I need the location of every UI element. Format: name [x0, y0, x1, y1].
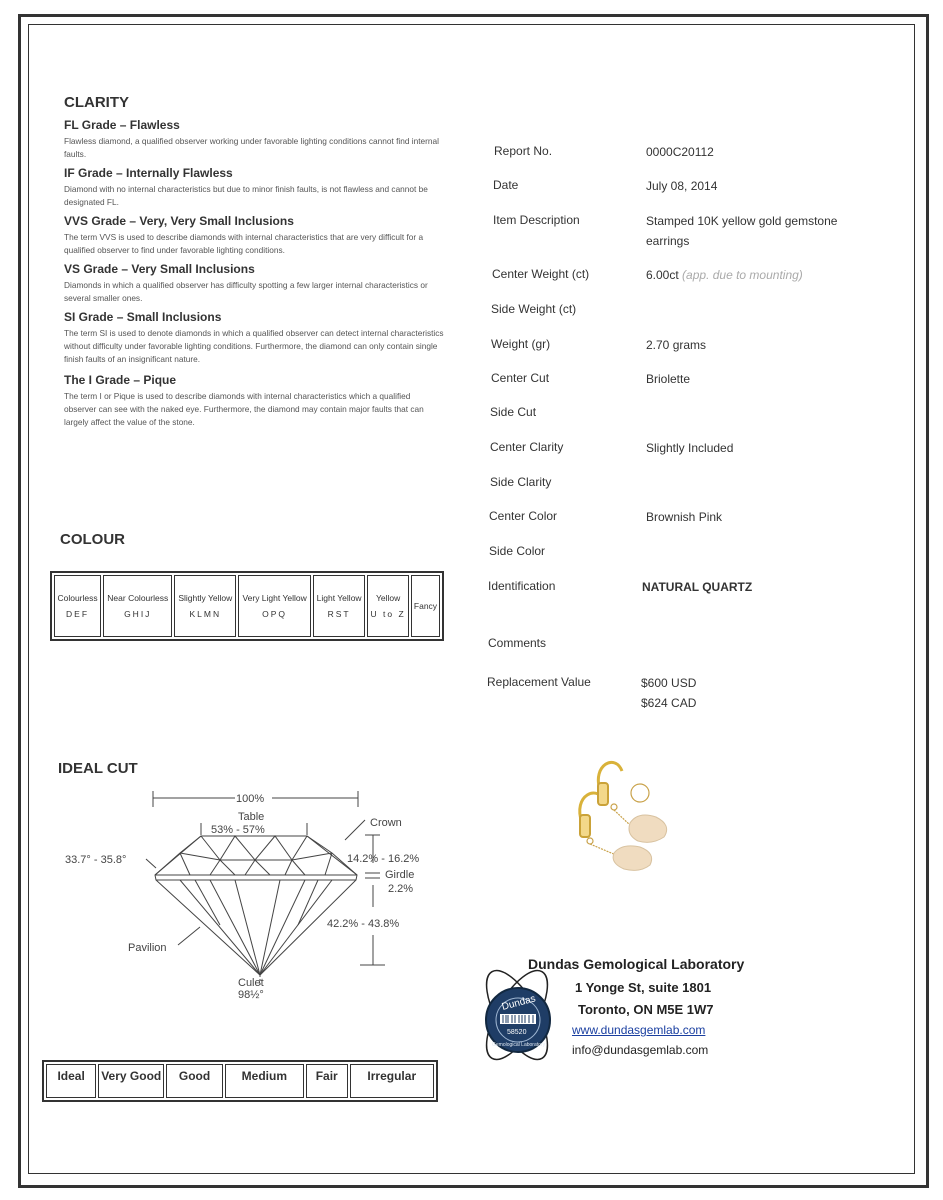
field-label-side-color: Side Color [489, 544, 546, 558]
grade-heading: IF Grade – Internally Flawless [64, 166, 233, 180]
colour-label: Colourless [57, 593, 98, 603]
table-range-label: 53% - 57% [211, 824, 265, 836]
lab-address-line2: Toronto, ON M5E 1W7 [578, 1002, 714, 1017]
grade-text: The term I or Pique is used to describe diamonds with internal characteristics which a qualified observer can see with the naked eye. Furthermore, the diamond may contain major faults that can largely affect the value of the stone. [64, 391, 424, 427]
lab-name: Dundas Gemological Laboratory [528, 956, 745, 972]
seal-number: 58520 [507, 1029, 527, 1036]
clarity-grade-if [64, 166, 444, 209]
colour-codes: GHIJ [124, 609, 152, 619]
field-label-center-weight: Center Weight (ct) [492, 267, 590, 281]
field-label-center-cut: Center Cut [491, 371, 550, 385]
colour-codes: DEF [66, 609, 90, 619]
field-value-center-color: Brownish Pink [646, 510, 723, 524]
culet-value: 98½° [238, 989, 264, 1001]
center-weight-note: (app. due to mounting) [682, 268, 803, 282]
center-weight-value: 6.00ct [646, 268, 679, 282]
field-label-weight-gr: Weight (gr) [491, 337, 551, 351]
girdle-pct-label: 2.2% [388, 883, 414, 895]
gemstone-drop [613, 846, 652, 870]
colour-cell [103, 575, 172, 637]
lab-seal-logo [470, 958, 565, 1073]
ideal-cut-title: IDEAL CUT [58, 760, 138, 777]
grade-text: The term VVS is used to describe diamonds with internal characteristics that are very difficult for a qualified observer to find under favorable lighting conditions. [64, 232, 424, 255]
grade-heading: FL Grade – Flawless [64, 118, 180, 132]
grade-heading: VVS Grade – Very, Very Small Inclusions [64, 214, 294, 228]
colour-cell [367, 575, 409, 637]
colour-cell [238, 575, 311, 637]
earrings-photo [560, 745, 710, 880]
cut-grade-cell: Good [166, 1064, 223, 1098]
colour-label: Very Light Yellow [242, 593, 307, 603]
lab-website-link[interactable]: www.dundasgemlab.com [572, 1023, 706, 1037]
grade-heading: VS Grade – Very Small Inclusions [64, 262, 255, 276]
field-value-date: July 08, 2014 [646, 179, 718, 193]
field-label-report-no: Report No. [494, 144, 553, 158]
grade-text: Diamonds in which a qualified observer has difficulty spotting a few larger internal characteristics or several smaller ones. [64, 280, 428, 303]
gemstone-drop [629, 815, 667, 842]
field-value-replacement-cad: $624 CAD [641, 696, 697, 710]
culet-label: Culet [238, 977, 264, 989]
cut-grade-cell: Ideal [46, 1064, 96, 1098]
seal-ring-text: Gemological Laboratory [492, 1042, 546, 1048]
cut-grade-cell: Irregular [350, 1064, 434, 1098]
field-value-weight-gr: 2.70 grams [646, 338, 707, 352]
colour-cell [411, 575, 440, 637]
field-label-replacement-value: Replacement Value [487, 675, 591, 689]
field-label-comments: Comments [488, 636, 547, 650]
field-label-center-color: Center Color [489, 509, 558, 523]
colour-codes: U to Z [370, 609, 406, 619]
field-value-center-cut: Briolette [646, 372, 691, 386]
field-value-item-description: Stamped 10K yellow gold gemstone earrings [646, 214, 838, 248]
colour-cell [174, 575, 236, 637]
colour-codes: OPQ [262, 609, 288, 619]
field-value-identification: NATURAL QUARTZ [642, 580, 753, 594]
clarity-grade-si [64, 310, 444, 366]
crown-angle-label: 33.7° - 35.8° [65, 854, 127, 866]
seal-text: Dundas [500, 993, 537, 1013]
table-label: Table [238, 811, 265, 823]
clarity-grade-i [64, 373, 444, 429]
grade-heading: SI Grade – Small Inclusions [64, 310, 222, 324]
colour-codes: KLMN [189, 609, 222, 619]
clarity-grade-fl [64, 118, 444, 161]
colour-label: Slightly Yellow [178, 593, 233, 603]
crown-height-label: 14.2% - 16.2% [347, 853, 420, 865]
colour-codes: RST [327, 609, 351, 619]
field-value-center-weight [646, 265, 861, 285]
clarity-grade-vs [64, 262, 444, 305]
diamond-proportions-diagram [60, 785, 440, 1005]
cut-grade-table [42, 1060, 438, 1102]
clarity-grade-vvs [64, 214, 444, 257]
field-label-side-clarity: Side Clarity [490, 475, 552, 489]
cut-grade-cell: Very Good [98, 1064, 164, 1098]
pavilion-depth-label: 42.2% - 43.8% [327, 918, 400, 930]
lab-address-line1: 1 Yonge St, suite 1801 [575, 980, 712, 995]
cut-grade-cell: Fair [306, 1064, 348, 1098]
field-label-item-description: Item Description [493, 213, 580, 227]
colour-label: Near Colourless [107, 593, 169, 603]
grade-text: The term SI is used to denote diamonds in which a qualified observer can detect internal characteristics without difficulty under favorable lighting conditions. Furthermore, the diamond can only contain single finish faults of an insignificant nature. [64, 328, 444, 364]
colour-label: Fancy [413, 601, 438, 611]
field-label-date: Date [493, 178, 519, 192]
cut-grade-cell: Medium [225, 1064, 304, 1098]
colour-scale-table [50, 571, 444, 641]
pavilion-label: Pavilion [128, 942, 167, 954]
grade-text: Flawless diamond, a qualified observer working under favorable lighting conditions cannot find internal faults. [64, 136, 439, 159]
field-label-center-clarity: Center Clarity [490, 440, 564, 454]
field-label-side-weight: Side Weight (ct) [491, 302, 577, 316]
lab-email: info@dundasgemlab.com [572, 1043, 709, 1057]
grade-heading: The I Grade – Pique [64, 373, 177, 387]
colour-title: COLOUR [60, 531, 125, 548]
field-label-identification: Identification [488, 579, 556, 593]
field-value-center-clarity: Slightly Included [646, 441, 734, 455]
grade-text: Diamond with no internal characteristics but due to minor finish faults, is not flawless and cannot be designated FL. [64, 184, 428, 207]
crown-label: Crown [370, 817, 402, 829]
colour-cell [54, 575, 101, 637]
field-value-report-no: 0000C20112 [646, 145, 714, 159]
clarity-title: CLARITY [64, 94, 129, 111]
width-pct-label: 100% [236, 793, 265, 805]
field-label-side-cut: Side Cut [490, 405, 537, 419]
colour-label: Yellow [375, 593, 401, 603]
girdle-label: Girdle [385, 869, 415, 881]
colour-cell [313, 575, 365, 637]
colour-label: Light Yellow [316, 593, 362, 603]
field-value-replacement-usd: $600 USD [641, 676, 697, 690]
